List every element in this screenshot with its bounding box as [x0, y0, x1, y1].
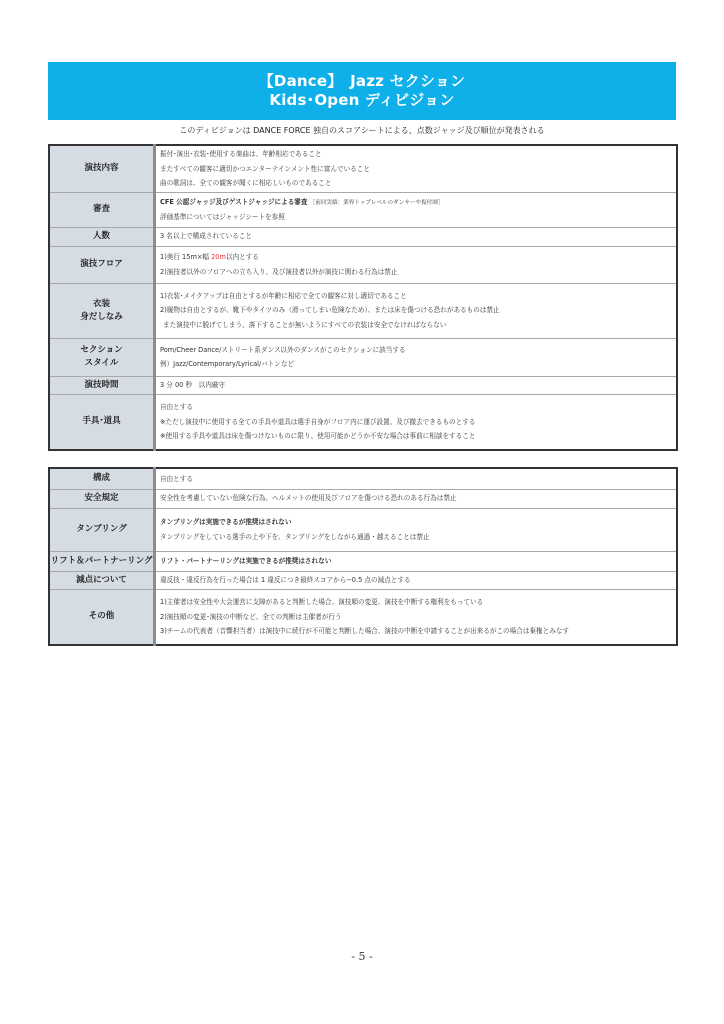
value-line: 違反技・違反行為を行った場合は 1 違反につき最終スコアから−0.5 点の減点とする	[160, 575, 411, 584]
value-line	[160, 195, 676, 211]
row-label-line: 身だしなみ	[80, 311, 123, 322]
value-line: 1)主催者は安全性や大会運営に支障があると判断した場合、演技順の変更、演技を中断する権利をもっている	[160, 598, 484, 606]
row-value	[155, 376, 678, 394]
value-line: 1)衣装･メイクアップは自由とするが年齢に相応で全ての観客に対し適切であること	[160, 291, 407, 300]
value-line-emphasis: リフト・パートナーリングは実施できるが推奨はされない	[160, 556, 332, 565]
row-label: 手具･道具	[49, 394, 155, 450]
floor-size-suffix: 以内とする	[225, 253, 259, 261]
subtitle: このディビジョンは DANCE FORCE 独自のスコアシートによる、点数ジャッジ及び順位が発表される	[179, 126, 545, 135]
row-label-line: セクション	[80, 345, 123, 355]
row-label	[49, 338, 155, 376]
value-line: 例）Jazz/Contemporary/Lyrical/バトンなど	[160, 360, 295, 368]
table-row	[49, 551, 677, 571]
floor-width-highlight: 20m	[211, 253, 226, 261]
row-label	[49, 283, 155, 338]
row-label: 審査	[49, 192, 155, 227]
table-row	[49, 589, 677, 645]
row-value	[155, 551, 678, 571]
row-label-line: 衣装	[92, 298, 110, 309]
row-label: 演技フロア	[49, 246, 155, 283]
value-line: ※ただし演技中に使用する全ての手具や道具は選手自身がフロア内に運び設置、及び撤去できるものとする	[160, 417, 476, 426]
rules-table-safety	[48, 467, 678, 646]
value-line: また演技中に脱げてしまう、落下することが無いようにすべての衣装は安全でなければならない	[163, 320, 447, 329]
row-label: 人数	[49, 227, 155, 246]
table-row	[49, 394, 677, 450]
value-line	[160, 250, 676, 265]
row-value	[155, 246, 678, 283]
row-label: 安全規定	[49, 489, 155, 508]
row-value	[155, 489, 678, 508]
row-label: リフト＆パートナーリング	[49, 551, 155, 571]
judging-main-text: CFE 公認ジャッジ及びゲストジャッジによる審査	[160, 197, 308, 206]
row-value	[155, 508, 678, 551]
value-line: 2)履物は自由とするが、靴下やタイツのみ（滑ってしまい危険なため）、または床を傷つける恐れがあるものは禁止	[160, 306, 500, 315]
value-line-emphasis: タンブリングは実施できるが推奨はされない	[160, 518, 292, 526]
header-title-line2: Kids･Open ディビジョン	[269, 91, 455, 109]
rules-table-main	[48, 144, 678, 451]
value-line: 3)チームの代表者（音響担当者）は演技中に続行が不可能と判断した場合、演技の中断を申請することが出来るがこの場合は棄権とみなす	[160, 627, 569, 635]
row-label: 構成	[49, 468, 155, 489]
row-value	[155, 283, 678, 338]
row-value	[155, 571, 678, 589]
row-label-line: スタイル	[84, 358, 119, 368]
value-line: 曲の歌詞は、全ての観客が聞くに相応しいものであること	[160, 179, 332, 187]
value-line: Pom/Cheer Dance/ストリート系ダンス以外のダンスがこのセクションに該当する	[160, 345, 406, 354]
floor-size-prefix: 1)奥行 15m×幅	[160, 253, 212, 261]
row-value	[155, 468, 678, 489]
value-line: 自由とする	[160, 474, 193, 483]
table-row	[49, 468, 677, 489]
row-label: 演技時間	[49, 376, 155, 394]
row-value	[155, 145, 678, 192]
row-label: 減点について	[49, 571, 155, 589]
value-line: タンブリングをしている選手の上や下を、タンブリングをしながら通過・越えることは禁止	[160, 532, 430, 541]
value-line: ※使用する手具や道具は床を傷つけないものに限り、使用可能かどうか不安な場合は事前に相談をすること	[160, 432, 476, 440]
page-number: - 5 -	[351, 950, 373, 963]
value-line: 安全性を考慮していない危険な行為、ヘルメットの使用及びフロアを傷つける恐れのある行為は禁止	[160, 494, 457, 503]
value-line: 2)演技者以外のフロアへの立ち入り、及び演技者以外が演技に関わる行為は禁止	[160, 267, 398, 276]
value-line: 3 名以上で構成されていること	[160, 232, 253, 241]
table-row	[49, 376, 677, 394]
table-row	[49, 246, 677, 283]
header-title-line1: 【Dance】 Jazz セクション	[258, 72, 466, 90]
row-value	[155, 338, 678, 376]
table-row	[49, 192, 677, 227]
row-value	[155, 192, 678, 227]
value-line: 自由とする	[160, 403, 193, 411]
row-label: タンブリング	[49, 508, 155, 551]
row-label: 演技内容	[49, 145, 155, 192]
row-value	[155, 227, 678, 246]
row-value	[155, 589, 678, 645]
row-label: その他	[49, 589, 155, 645]
table-row	[49, 571, 677, 589]
value-line: 評価基準についてはジャッジシートを参照	[160, 213, 285, 221]
table-row	[49, 283, 677, 338]
table-row	[49, 338, 677, 376]
value-line: 振付･演出･衣装･使用する楽曲は、年齢相応であること	[160, 150, 322, 158]
table-row	[49, 145, 677, 192]
page-header	[48, 62, 676, 120]
row-value	[155, 394, 678, 450]
table-row	[49, 489, 677, 508]
judging-note: ［前回実績：業界トップレベルのダンサーや振付師］	[309, 199, 444, 206]
table-row	[49, 508, 677, 551]
value-line: 2)演技順の変更･演技の中断など、全ての判断は主催者が行う	[160, 612, 342, 621]
table-row	[49, 227, 677, 246]
value-line: またすべての観客に適切かつエンターテインメント性に富んでいること	[160, 164, 370, 173]
value-line: 3 分 00 秒 以内厳守	[160, 380, 226, 389]
